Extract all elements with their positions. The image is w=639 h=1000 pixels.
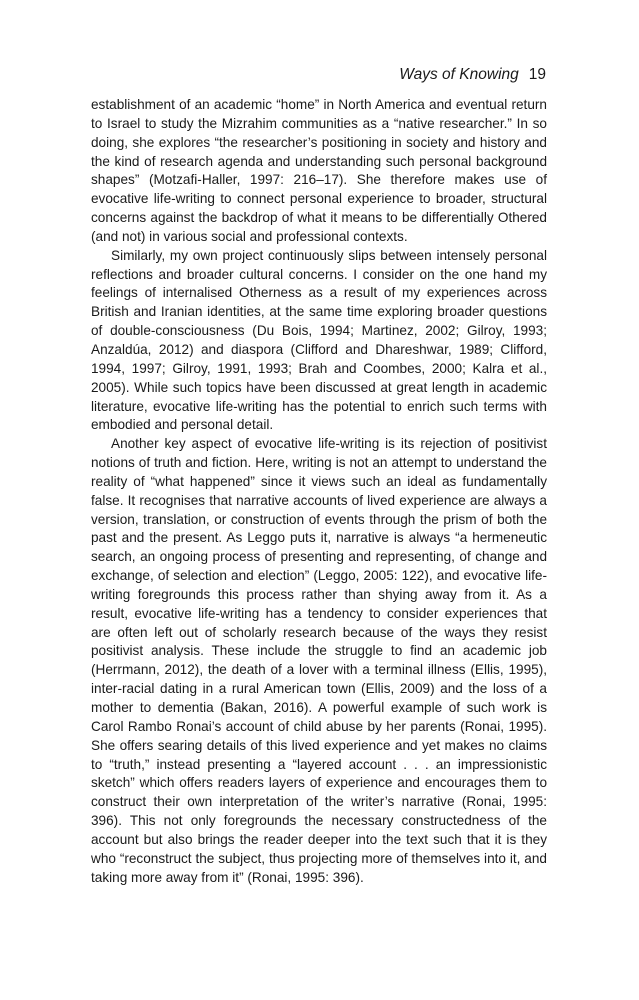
page-number: 19 <box>528 66 546 83</box>
body-text <box>91 96 547 887</box>
paragraph-similarly: Similarly, my own project continuously slips between intensely personal reflections and broader cultural concerns. I consider on the one hand my feelings of internalised Otherness as a result of my experiences across British and Iranian identities, at the same time exploring broader questions of double-consciousness (Du Bois, 1994; Martinez, 2002; Gilroy, 1993; Anzaldúa, 2012) and diaspora (Clifford and Dhareshwar, 1989; Clifford, 1994, 1997; Gilroy, 1991, 1993; Brah and Coombes, 2000; Kalra et al., 2005). While such topics have been discussed at great length in academic literature, evocative life-writing has the potential to enrich such terms with embodied and personal detail. <box>91 247 547 433</box>
running-title: Ways of Knowing <box>399 66 519 83</box>
paragraph-continued: establishment of an academic “home” in North America and eventual return to Israel to study the Mizrahim communities as a “native researcher.” In so doing, she explores “the researcher’s positioning in society and history and the kind of research agenda and understanding such personal background shapes” (Motzafi-Haller, 1997: 216–17). She therefore makes use of evocative life-writing to connect personal experience to broader, structural concerns against the backdrop of what it means to be differentially Othered (and not) in various social and professional contexts. <box>91 97 547 244</box>
running-head <box>399 66 546 84</box>
paragraph-another-key-aspect: Another key aspect of evocative life-writing is its rejection of positivist notions of truth and fiction. Here, writing is not an attempt to understand the reality of “what happened” since it views such an ideal as fundamentally false. It recognises that narrative accounts of lived experience are always a version, translation, or construction of events through the prism of both the past and the present. As Leggo puts it, narrative is always “a hermeneutic search, an ongoing process of presenting and representing, of change and exchange, of selection and election” (Leggo, 2005: 122), and evocative life-writing foregrounds this process rather than shying away from it. As a result, evocative life-writing has a tendency to consider experiences that are often left out of scholarly research because of the ways they resist positivist analysis. These include the struggle to find an academic job (Herrmann, 2012), the death of a lover with a terminal illness (Ellis, 1995), inter-racial dating in a rural American town (Ellis, 2009) and the loss of a mother to dementia (Bakan, 2016). A powerful example of such work is Carol Rambo Ronai’s account of child abuse by her parents (Ronai, 1995). She offers searing details of this lived experience and yet makes no claims to “truth,” instead presenting a “layered account . . . an impressionistic sketch” which offers readers layers of experience and encourages them to construct their own interpretation of the writer’s narrative (Ronai, 1995: 396). This not only foregrounds the necessary constructedness of the account but also brings the reader deeper into the text such that it is they who “reconstruct the subject, thus projecting more of themselves into it, and taking more away from it” (Ronai, 1995: 396). <box>91 436 547 885</box>
